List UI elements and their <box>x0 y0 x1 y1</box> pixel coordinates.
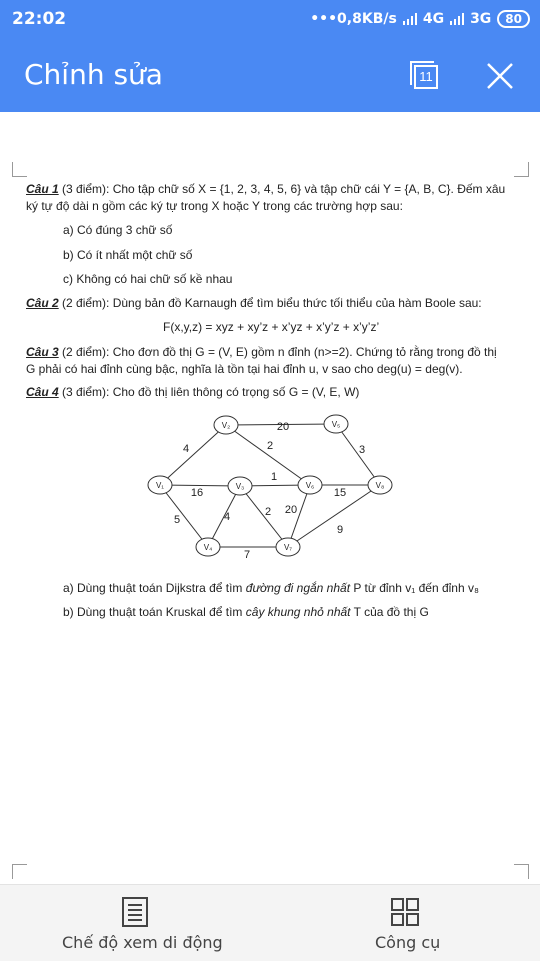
weighted-graph <box>140 407 400 567</box>
graph-edge-weight: 16 <box>190 487 204 499</box>
graph-edge-weight: 2 <box>266 440 274 452</box>
graph-node-label: V₇ <box>283 543 293 552</box>
status-time: 22:02 <box>12 9 67 29</box>
margin-corner <box>514 162 529 177</box>
margin-corner <box>514 864 529 879</box>
graph-edge-v1-v2 <box>160 425 226 485</box>
signal-icon <box>403 13 417 25</box>
q1-label: Câu 1 <box>26 182 59 196</box>
graph-edge-weight: 7 <box>243 549 251 561</box>
q1-option-c: c) Không có hai chữ số kề nhau <box>63 272 233 286</box>
pages-icon: 11 <box>414 65 438 89</box>
status-indicators <box>310 10 530 28</box>
graph-edge-weight: 15 <box>333 487 347 499</box>
graph-edge-weight: 3 <box>358 444 366 456</box>
question-1 <box>26 182 505 196</box>
graph-edge-weight: 9 <box>336 524 344 536</box>
margin-corner <box>12 864 27 879</box>
tools-button[interactable] <box>270 885 540 961</box>
q4-a-post: P từ đỉnh v₁ đến đỉnh v₈ <box>350 581 479 595</box>
margin-corner <box>12 162 27 177</box>
tools-label: Công cụ <box>375 933 441 952</box>
graph-node-label: V₅ <box>331 420 341 429</box>
question-2 <box>26 296 482 310</box>
pages-icon-back <box>410 61 434 63</box>
battery-icon: 80 <box>497 10 530 28</box>
graph-edge-weight: 5 <box>173 514 181 526</box>
question-3 <box>26 345 497 359</box>
q4-option-a <box>63 581 479 595</box>
graph-node-label: V₄ <box>203 543 213 552</box>
graph-edge-weight: 2 <box>264 506 272 518</box>
graph-node-label: V₆ <box>305 481 315 490</box>
grid-icon <box>390 897 420 927</box>
graph-edge-v2-v6 <box>226 425 310 485</box>
app-bar <box>0 40 540 112</box>
graph-edge-weight: 20 <box>276 421 290 433</box>
network-speed: •••0,8KB/s <box>310 11 397 27</box>
network-type-3g: 3G <box>470 11 492 27</box>
q4-label: Câu 4 <box>26 385 59 399</box>
q4-a-em: đường đi ngắn nhất <box>245 581 351 595</box>
q4-text: (3 điểm): Cho đồ thị liên thông có trọng số G = (V, E, W) <box>58 385 360 399</box>
page-count-button[interactable] <box>410 61 440 91</box>
question-4 <box>26 385 359 399</box>
graph-node-label: V₃ <box>235 482 245 491</box>
q4-b-em: cây khung nhỏ nhất <box>245 605 351 619</box>
graph-node-label: V₂ <box>221 421 231 430</box>
graph-node-label: V₁ <box>155 481 165 490</box>
q3-label: Câu 3 <box>26 345 59 359</box>
q4-b-post: T của đồ thị G <box>350 605 429 619</box>
q1-option-a: a) Có đúng 3 chữ số <box>63 223 173 237</box>
graph-edge-weight: 20 <box>284 504 298 516</box>
q1-text: (3 điểm): Cho tập chữ số X = {1, 2, 3, 4, 5, 6} và tập chữ cái Y = {A, B, C}. Đếm xâu <box>58 182 506 196</box>
graph-edge-weight: 4 <box>182 443 190 455</box>
status-bar <box>0 0 540 40</box>
q4-b-pre: b) Dùng thuật toán Kruskal để tìm <box>63 605 246 619</box>
signal-icon-2 <box>450 13 464 25</box>
pages-icon-back-side <box>410 61 412 85</box>
mobile-view-button[interactable] <box>0 885 270 961</box>
network-type-4g: 4G <box>422 11 445 27</box>
graph-node-label: V₈ <box>375 481 385 490</box>
document-page <box>0 112 540 884</box>
q2-text: (2 điểm): Dùng bản đồ Karnaugh để tìm biểu thức tối thiểu của hàm Boole sau: <box>58 296 482 310</box>
q1-text-line2: ký tự độ dài n gồm các ký tự trong X hoặc Y trong các trường hợp sau: <box>26 199 403 213</box>
q4-a-pre: a) Dùng thuật toán Dijkstra để tìm <box>63 581 246 595</box>
graph-edge-v6-v7 <box>288 485 310 547</box>
graph-edge-weight: 1 <box>270 471 278 483</box>
q3-text-line2: G phải có hai đỉnh cùng bậc, nghĩa là tồn tại hai đỉnh u, v sao cho deg(u) = deg(v). <box>26 362 463 376</box>
q3-text: (2 điểm): Cho đơn đồ thị G = (V, E) gồm n đỉnh (n>=2). Chứng tỏ rằng trong đồ thị <box>58 345 497 359</box>
graph-edge-weight: 4 <box>223 511 231 523</box>
q2-formula: F(x,y,z) = xyz + xy’z + x’yz + x’y’z + x’y’z’ <box>163 320 380 334</box>
q2-label: Câu 2 <box>26 296 59 310</box>
q1-option-b: b) Có ít nhất một chữ số <box>63 248 193 262</box>
page-title: Chỉnh sửa <box>24 58 163 91</box>
close-icon[interactable] <box>486 62 514 90</box>
mobile-view-label: Chế độ xem di động <box>62 933 223 952</box>
bottom-toolbar <box>0 884 540 961</box>
document-lines-icon <box>121 897 149 927</box>
q4-option-b <box>63 605 429 619</box>
